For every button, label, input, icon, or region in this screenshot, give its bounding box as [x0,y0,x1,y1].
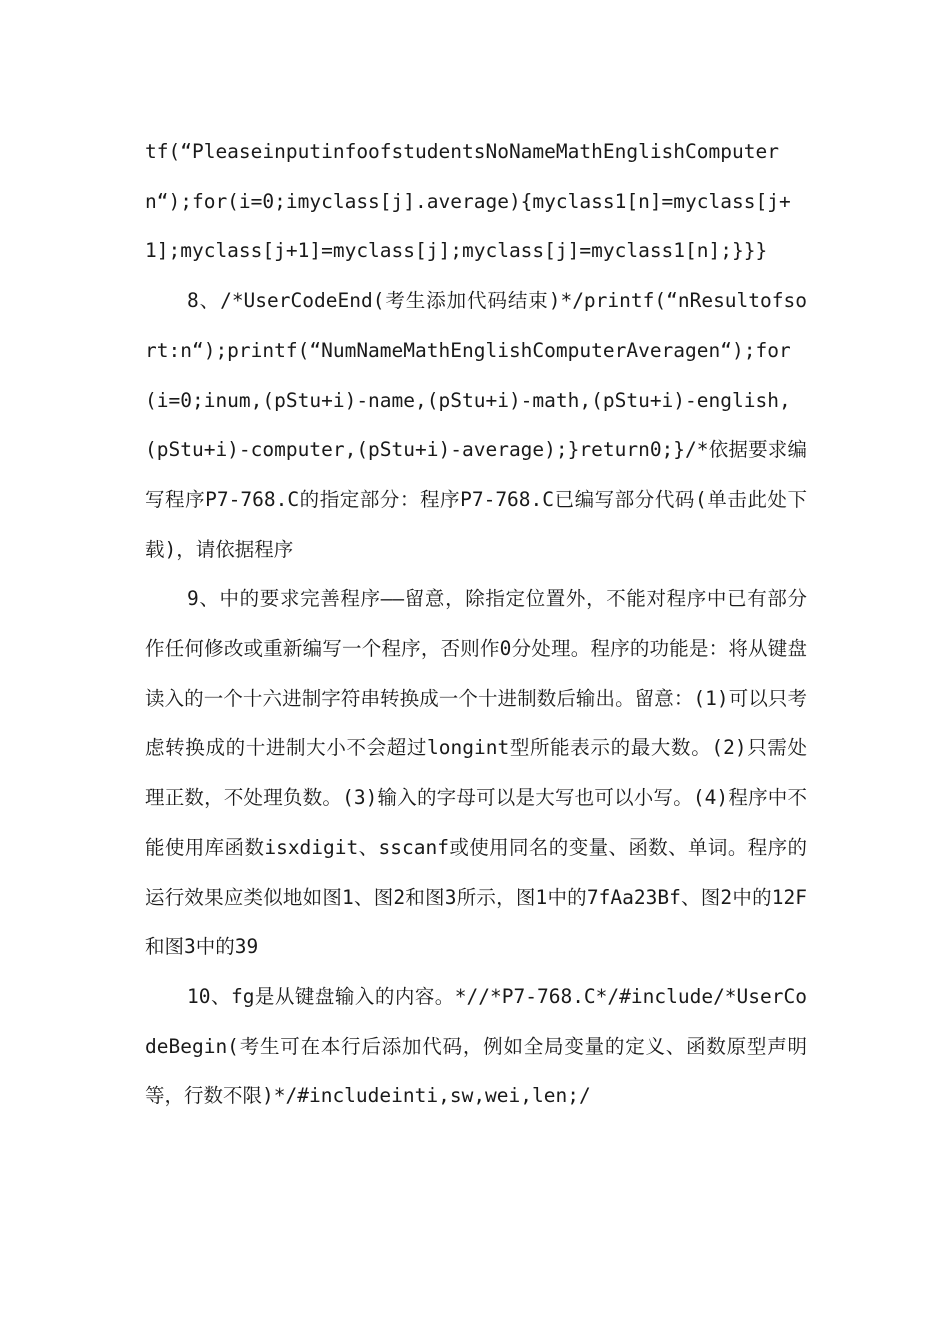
paragraph-item-9: 9、中的要求完善程序——留意，除指定位置外，不能对程序中已有部分作任何修改或重新编写一个程序，否则作0分处理。程序的功能是：将从键盘读入的一个十六进制字符串转换成一个十进制数后输出。留意：(1)可以只考虑转换成的十进制大小不会超过longint型所能表示的最大数。(2)只需处理正数，不处理负数。(3)输入的字母可以是大写也可以小写。(4)程序中不能使用库函数isxdigit、sscanf或使用同名的变量、函数、单词。程序的运行效果应类似地如图1、图2和图3所示，图1中的7fAa23Bf、图2中的12F和图3中的39 [145,587,807,959]
document-body [145,127,807,1121]
paragraph-item-8: 8、/*UserCodeEnd(考生添加代码结束)*/printf(“nResultofsort:n“);printf(“NumNameMathEnglishComputerAveragen“);for(i=0;inum,(pStu+i)-name,(pStu+i)-math,(pStu+i)-english,(pStu+i)-computer,(pStu+i)-average);}return0;}/*依据要求编写程序P7-768.C的指定部分：程序P7-768.C已编写部分代码(单击此处下载)，请依据程序 [145,289,807,561]
paragraph-item-10: 10、fg是从键盘输入的内容。*//*P7-768.C*/#include/*UserCodeBegin(考生可在本行后添加代码，例如全局变量的定义、函数原型声明等，行数不限)*/#includeinti,sw,wei,len;/ [145,984,807,1108]
paragraph-code-fragment: tf(“PleaseinputinfoofstudentsNoNameMathEnglishComputern“);for(i=0;imyclass[j].average){myclass1[n]=myclass[j+1];myclass[j+1]=myclass[j];myclass[j]=myclass1[n];}}} [145,140,791,263]
